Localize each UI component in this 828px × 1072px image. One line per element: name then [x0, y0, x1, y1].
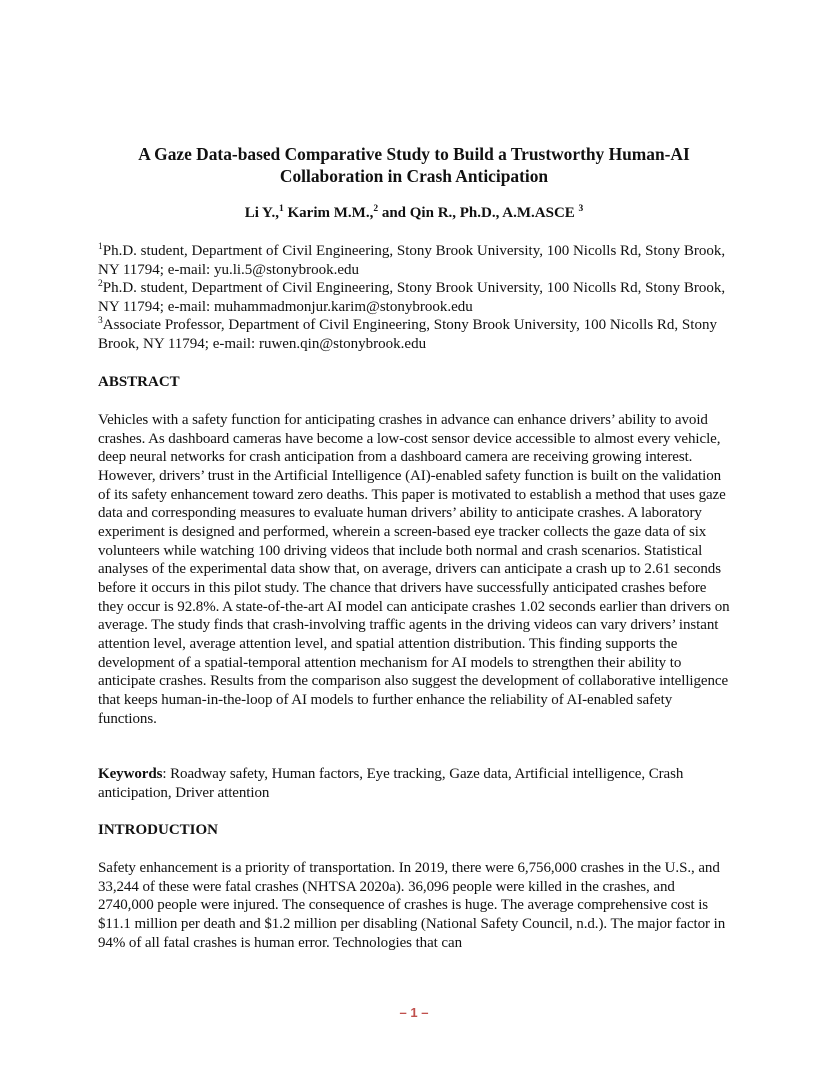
affiliation-mark: 2 [98, 279, 103, 289]
author-affil-mark: 1 [279, 204, 284, 214]
title-line-2: Collaboration in Crash Anticipation [279, 166, 549, 186]
affiliation-mark: 3 [98, 316, 103, 326]
abstract-body: Vehicles with a safety function for anticipating crashes in advance can enhance drivers’ ability to avoid crashes. As dashboard cameras have become a low-cost sensor device accessible to almost every vehicle, deep neural networks for crash anticipation from a dashboard camera are receiving growing interest. However, drivers’ trust in the Artificial Intelligence (AI)-enabled safety function is built on the validation of its safety enhancement toward zero deaths. This paper is motivated to establish a method that uses gaze data and corresponding measures to evaluate human drivers’ ability to anticipate crashes. A laboratory experiment is designed and performed, wherein a screen-based eye tracker collects the gaze data of six volunteers while watching 100 driving videos that include both normal and crash scenarios. Statistical analyses of the experimental data show that, on average, drivers can anticipate a crash up to 2.61 seconds before it occurs in this pilot study. The chance that drivers have successfully anticipated crashes before they occur is 92.8%. A state-of-the-art AI model can anticipate crashes 1.02 seconds earlier than drivers on average. The study finds that crash-involving traffic agents in the driving videos can vary drivers’ instant attention level, average attention level, and spatial attention distribution. This finding supports the development of a spatial-temporal attention mechanism for AI models to strengthen their ability to anticipate crashes. Results from the comparison also suggest the development of collaborative intelligence that keeps human-in-the-loop of AI models to further enhance the reliability of AI-enabled safety functions. [98, 412, 730, 727]
author-affil-mark: 3 [578, 204, 584, 214]
keywords-list: : Roadway safety, Human factors, Eye tracking, Gaze data, Artificial intelligence, Crash anticipation, Driver attention [98, 766, 684, 801]
page-number: – 1 – [399, 1005, 429, 1020]
keywords [98, 765, 731, 802]
author-name: Karim M.M., [283, 205, 374, 221]
affiliation-text: Ph.D. student, Department of Civil Engineering, Stony Brook University, 100 Nicolls Rd, Stony Brook, NY 11794; e-mail: yu.li.5@stonybrook.edu [98, 243, 726, 278]
affiliation-text: Associate Professor, Department of Civil Engineering, Stony Brook University, 100 Nicolls Rd, Stony Brook, NY 11794; e-mail: ruwen.qin@stonybrook.edu [98, 317, 717, 352]
title-line-1: A Gaze Data-based Comparative Study to Build a Trustworthy Human-AI [138, 144, 690, 164]
affiliation-2 [98, 279, 732, 316]
affiliation-mark: 1 [98, 242, 103, 252]
abstract-heading: ABSTRACT [98, 374, 180, 390]
affiliation-3 [98, 316, 732, 353]
affiliation-1 [98, 242, 732, 279]
affiliation-text: Ph.D. student, Department of Civil Engineering, Stony Brook University, 100 Nicolls Rd, Stony Brook, NY 11794; e-mail: muhammadmonjur.karim@stonybrook.edu [98, 280, 726, 315]
author-affil-mark: 2 [373, 204, 379, 214]
author-name: Li Y., [244, 205, 280, 221]
introduction-heading: INTRODUCTION [98, 822, 219, 838]
introduction-body: Safety enhancement is a priority of transportation. In 2019, there were 6,756,000 crashes in the U.S., and 33,244 of these were fatal crashes (NHTSA 2020a). 36,096 people were killed in the crashes, and 2740,000 people were injured. The consequence of crashes is huge. The average comprehensive cost is $11.1 million per death and $1.2 million per disabling (National Safety Council, n.d.). The major factor in 94% of all fatal crashes is human error. Technologies that can [98, 860, 726, 951]
author-name: and Qin R., Ph.D., A.M.ASCE [378, 205, 579, 221]
paper-title [98, 143, 730, 187]
keywords-label: Keywords [98, 766, 163, 782]
author-list [98, 203, 730, 223]
